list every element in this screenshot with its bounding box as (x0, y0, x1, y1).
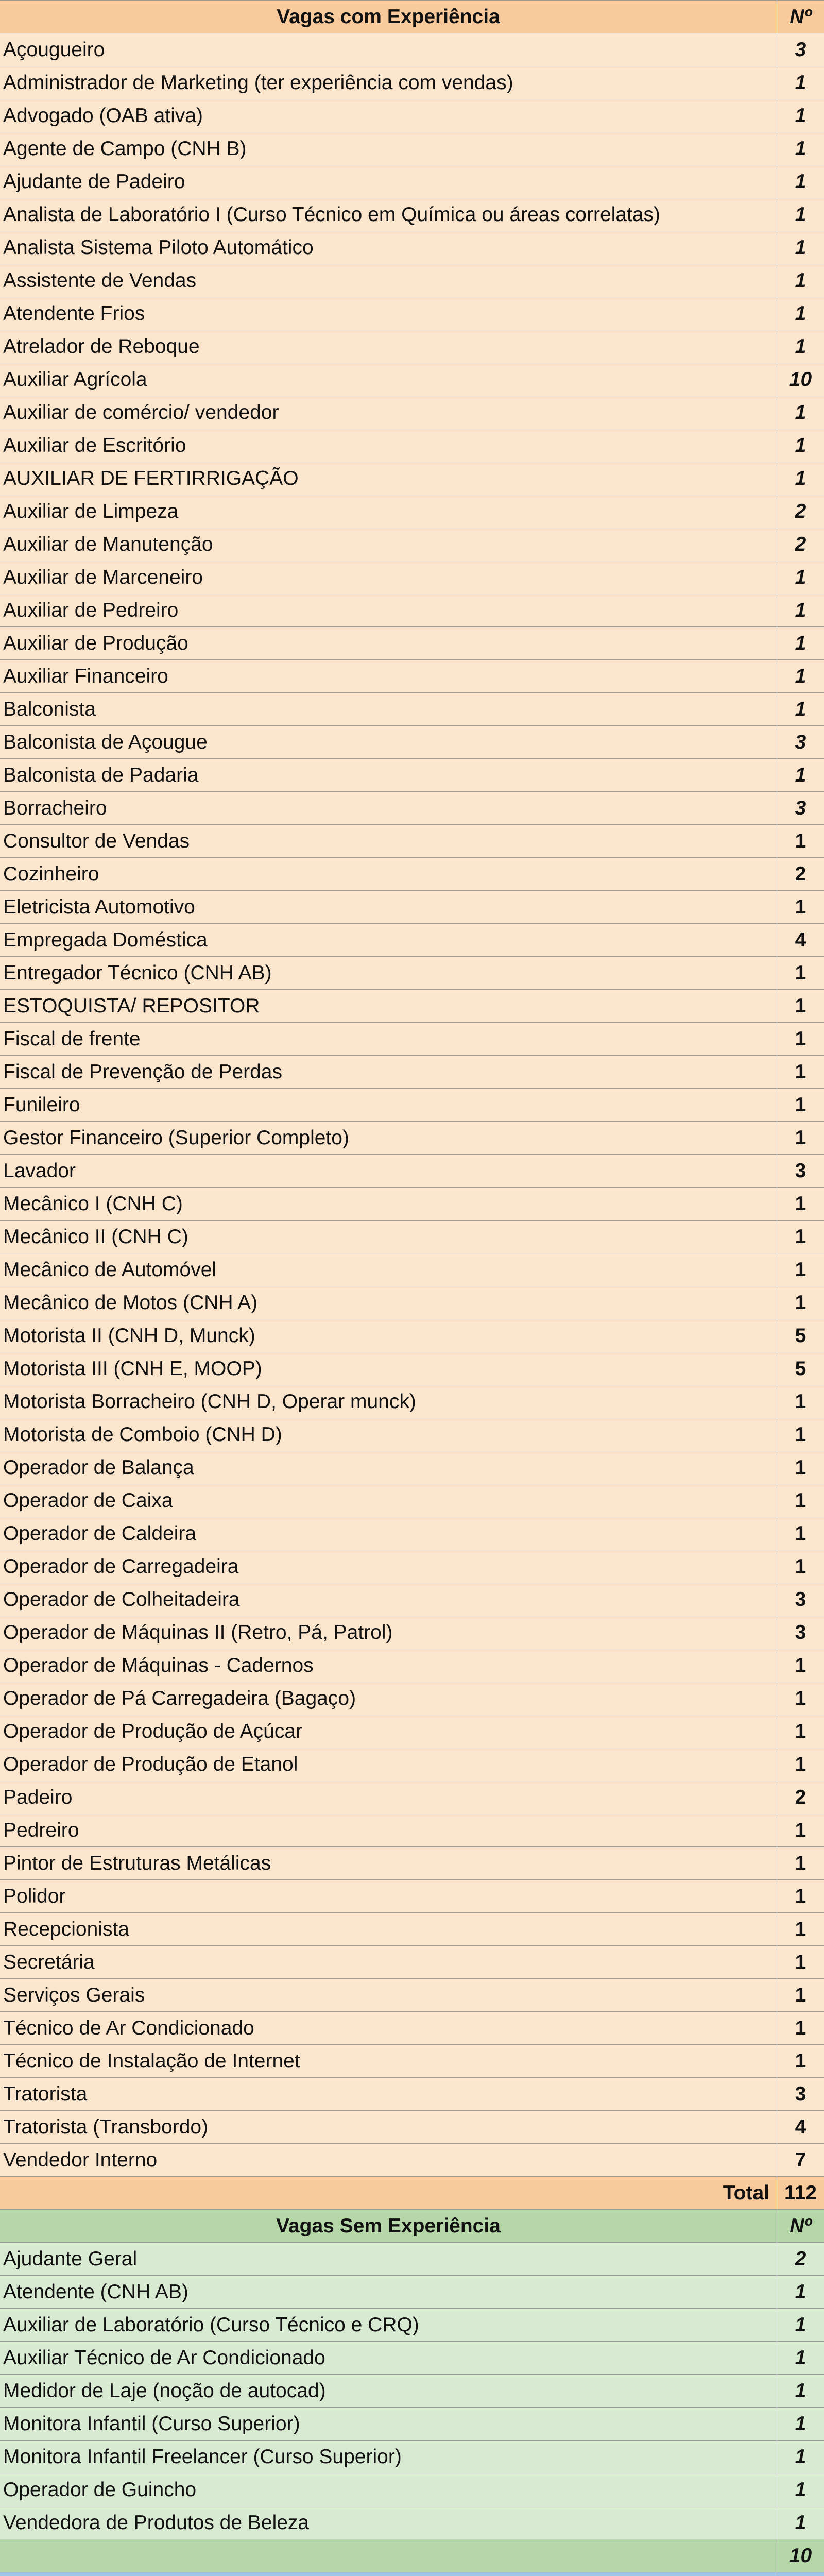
vacancy-count: 1 (795, 1918, 806, 1940)
table-row (0, 2309, 824, 2342)
table-row (0, 990, 824, 1023)
table-row (0, 495, 824, 528)
vacancy-count: 3 (795, 1588, 806, 1611)
table-row (0, 198, 824, 231)
section-header (0, 2210, 824, 2243)
job-title: Motorista II (CNH D, Munck) (0, 1319, 777, 1352)
job-title: Atrelador de Reboque (0, 330, 777, 363)
job-title: Operador de Caldeira (0, 1517, 777, 1550)
vacancy-count: 1 (795, 203, 806, 226)
table-row (0, 1286, 824, 1319)
job-title: Consultor de Vendas (0, 825, 777, 857)
table-row (0, 792, 824, 825)
vacancy-count: 1 (795, 1555, 806, 1578)
table-row (0, 1913, 824, 1946)
table-row (0, 33, 824, 66)
job-title: Auxiliar de Marceneiro (0, 561, 777, 594)
vacancy-count: 1 (795, 1423, 806, 1446)
vacancy-count: 3 (795, 38, 806, 61)
table-row (0, 1847, 824, 1880)
vacancy-count: 1 (795, 1984, 806, 2006)
table-row (0, 726, 824, 759)
job-title: Motorista Borracheiro (CNH D, Operar munck) (0, 1385, 777, 1418)
vacancy-count: 1 (795, 566, 806, 588)
table-row (0, 1155, 824, 1188)
job-title: Gestor Financeiro (Superior Completo) (0, 1122, 777, 1154)
job-title: Analista Sistema Piloto Automático (0, 231, 777, 264)
job-title: Auxiliar Financeiro (0, 660, 777, 692)
table-row (0, 231, 824, 264)
job-title: Auxiliar de Pedreiro (0, 594, 777, 626)
job-title: Funileiro (0, 1089, 777, 1121)
job-title: Monitora Infantil (Curso Superior) (0, 2408, 777, 2440)
job-title: Motorista de Comboio (CNH D) (0, 1418, 777, 1451)
vacancy-count: 1 (795, 1687, 806, 1709)
vacancy-count: 1 (795, 236, 806, 259)
table-row (0, 1089, 824, 1122)
vacancy-count: 1 (795, 2049, 806, 2072)
table-row (0, 2276, 824, 2309)
total-row (0, 2539, 824, 2572)
table-row (0, 2408, 824, 2441)
job-title: Operador de Balança (0, 1451, 777, 1484)
table-row (0, 1616, 824, 1649)
vacancy-count: 5 (795, 1357, 806, 1380)
section-exp (0, 1, 824, 2210)
table-row (0, 1451, 824, 1484)
table-row (0, 528, 824, 561)
table-row (0, 2473, 824, 2506)
job-title: Auxiliar de Escritório (0, 429, 777, 462)
job-title: Fiscal de frente (0, 1023, 777, 1055)
vacancy-count: 4 (795, 2115, 806, 2138)
table-row (0, 1748, 824, 1781)
vacancy-count: 1 (795, 1192, 806, 1215)
vacancy-count: 1 (795, 764, 806, 786)
vacancy-count: 1 (795, 599, 806, 621)
table-row (0, 594, 824, 627)
job-title: Empregada Doméstica (0, 924, 777, 956)
vacancy-count: 1 (795, 1819, 806, 1841)
job-title: Operador de Máquinas - Cadernos (0, 1649, 777, 1682)
vacancy-count: 1 (795, 1951, 806, 1973)
table-row (0, 1880, 824, 1913)
section-title: Vagas com Experiência (0, 1, 777, 33)
job-title: Auxiliar de comércio/ vendedor (0, 396, 777, 429)
table-row (0, 825, 824, 858)
table-row (0, 1484, 824, 1517)
job-title: Serviços Gerais (0, 1979, 777, 2011)
job-title: Eletricista Automotivo (0, 891, 777, 923)
job-title: Auxiliar de Laboratório (Curso Técnico e CRQ) (0, 2309, 777, 2341)
vacancy-count: 2 (795, 862, 806, 885)
job-title: Auxiliar Técnico de Ar Condicionado (0, 2342, 777, 2374)
table-row (0, 462, 824, 495)
job-title: Operador de Guincho (0, 2473, 777, 2506)
table-row (0, 759, 824, 792)
count-column-header (777, 2572, 824, 2576)
vacancy-count: 1 (795, 1489, 806, 1512)
job-title: Agente de Campo (CNH B) (0, 132, 777, 165)
table-row (0, 891, 824, 924)
vacancy-count: 3 (795, 2082, 806, 2105)
table-row (0, 2144, 824, 2177)
table-row (0, 132, 824, 165)
job-title: Técnico de Instalação de Internet (0, 2045, 777, 2077)
job-title: Assistente de Vendas (0, 264, 777, 297)
job-title: Operador de Máquinas II (Retro, Pá, Patrol) (0, 1616, 777, 1649)
vacancy-count: 1 (795, 467, 806, 489)
job-title: Monitora Infantil Freelancer (Curso Superior) (0, 2441, 777, 2473)
table-row (0, 429, 824, 462)
vacancy-count: 3 (795, 731, 806, 753)
job-title: Medidor de Laje (noção de autocad) (0, 2375, 777, 2407)
table-row (0, 1781, 824, 1814)
vacancy-count: 1 (795, 2346, 806, 2369)
vacancy-count: 1 (795, 698, 806, 720)
table-row (0, 561, 824, 594)
table-row (0, 1253, 824, 1286)
vacancy-count: 1 (795, 1654, 806, 1676)
table-row (0, 693, 824, 726)
job-title: Ajudante Geral (0, 2243, 777, 2275)
vacancy-count: 1 (795, 1060, 806, 1083)
total-value: 10 (789, 2544, 812, 2567)
job-title: Vendedor Interno (0, 2144, 777, 2176)
job-title: AUXILIAR DE FERTIRRIGAÇÃO (0, 462, 777, 495)
vacancy-count: 1 (795, 1456, 806, 1479)
job-title: Auxiliar de Manutenção (0, 528, 777, 561)
vacancy-count: 1 (795, 1390, 806, 1413)
job-title: Analista de Laboratório I (Curso Técnico em Química ou áreas correlatas) (0, 198, 777, 231)
job-title: Operador de Produção de Etanol (0, 1748, 777, 1781)
job-title: ESTOQUISTA/ REPOSITOR (0, 990, 777, 1022)
count-column-header: Nº (789, 2214, 812, 2237)
job-title: Motorista III (CNH E, MOOP) (0, 1352, 777, 1385)
vacancy-count: 1 (795, 269, 806, 292)
table-row (0, 2012, 824, 2045)
table-row (0, 1385, 824, 1418)
vacancy-count: 3 (795, 796, 806, 819)
total-label (0, 2539, 777, 2572)
vacancy-count: 1 (795, 2412, 806, 2435)
table-row (0, 2243, 824, 2276)
table-row (0, 1221, 824, 1253)
job-title: Mecânico I (CNH C) (0, 1188, 777, 1220)
vacancy-count: 10 (789, 368, 812, 391)
table-row (0, 957, 824, 990)
job-title: Operador de Pá Carregadeira (Bagaço) (0, 1682, 777, 1715)
table-row (0, 99, 824, 132)
job-title: Cozinheiro (0, 858, 777, 890)
table-row (0, 1188, 824, 1221)
vacancy-count: 1 (795, 71, 806, 94)
job-title: Ajudante de Padeiro (0, 165, 777, 198)
job-title: Pintor de Estruturas Metálicas (0, 1847, 777, 1879)
job-title: Auxiliar de Limpeza (0, 495, 777, 528)
vacancy-count: 1 (795, 1852, 806, 1874)
vacancy-count: 1 (795, 632, 806, 654)
vacancy-count: 1 (795, 994, 806, 1017)
job-title: Operador de Colheitadeira (0, 1583, 777, 1616)
vacancy-count: 1 (795, 1027, 806, 1050)
section-title (0, 2572, 777, 2576)
job-title: Vendedora de Produtos de Beleza (0, 2506, 777, 2539)
job-title: Mecânico II (CNH C) (0, 1221, 777, 1253)
vacancy-count: 1 (795, 2280, 806, 2303)
section-header (0, 2572, 824, 2576)
vacancy-count: 1 (795, 1522, 806, 1545)
vacancy-count: 1 (795, 302, 806, 325)
vacancy-count: 1 (795, 2016, 806, 2039)
table-row (0, 1418, 824, 1451)
job-title: Atendente (CNH AB) (0, 2276, 777, 2308)
vacancy-count: 1 (795, 335, 806, 358)
vacancy-count: 2 (795, 533, 806, 555)
job-title: Operador de Produção de Açúcar (0, 1715, 777, 1748)
vacancy-count: 5 (795, 1324, 806, 1347)
table-row (0, 2375, 824, 2408)
table-row (0, 2506, 824, 2539)
table-row (0, 2441, 824, 2473)
table-row (0, 165, 824, 198)
section-jov (0, 2572, 824, 2576)
table-row (0, 297, 824, 330)
table-row (0, 2045, 824, 2078)
job-title: Operador de Caixa (0, 1484, 777, 1517)
job-title: Balconista (0, 693, 777, 725)
total-value: 112 (784, 2181, 817, 2204)
vacancy-count: 2 (795, 1786, 806, 1808)
table-row (0, 1550, 824, 1583)
vacancy-count: 4 (795, 928, 806, 951)
job-title: Borracheiro (0, 792, 777, 824)
table-row (0, 1715, 824, 1748)
job-title: Operador de Carregadeira (0, 1550, 777, 1583)
vacancy-count: 1 (795, 895, 806, 918)
vacancy-count: 1 (795, 2313, 806, 2336)
table-row (0, 330, 824, 363)
section-header (0, 1, 824, 33)
vacancy-count: 1 (795, 665, 806, 687)
job-title: Atendente Frios (0, 297, 777, 330)
vacancy-count: 1 (795, 1753, 806, 1775)
vacancy-count: 1 (795, 137, 806, 160)
table-row (0, 264, 824, 297)
total-row (0, 2177, 824, 2210)
vacancy-count: 1 (795, 170, 806, 193)
table-row (0, 1649, 824, 1682)
job-title: Secretária (0, 1946, 777, 1978)
count-column-header: Nº (789, 5, 812, 28)
table-row (0, 1056, 824, 1089)
job-title: Administrador de Marketing (ter experiência com vendas) (0, 66, 777, 99)
vacancy-count: 1 (795, 1126, 806, 1149)
vacancy-count: 1 (795, 961, 806, 984)
job-title: Balconista de Padaria (0, 759, 777, 791)
vacancy-count: 1 (795, 829, 806, 852)
job-title: Tratorista (0, 2078, 777, 2110)
vacancy-count: 1 (795, 1258, 806, 1281)
table-row (0, 2342, 824, 2375)
job-title: Fiscal de Prevenção de Perdas (0, 1056, 777, 1088)
table-row (0, 396, 824, 429)
section-sem (0, 2210, 824, 2572)
vacancy-count: 1 (795, 1885, 806, 1907)
table-row (0, 924, 824, 957)
vacancy-count: 1 (795, 1093, 806, 1116)
table-row (0, 858, 824, 891)
job-title: Auxiliar de Produção (0, 627, 777, 659)
job-title: Mecânico de Motos (CNH A) (0, 1286, 777, 1319)
vacancy-count: 1 (795, 2511, 806, 2534)
job-title: Açougueiro (0, 33, 777, 66)
job-title: Pedreiro (0, 1814, 777, 1846)
vacancy-count: 1 (795, 1720, 806, 1742)
table-row (0, 1023, 824, 1056)
table-row (0, 2111, 824, 2144)
table-row (0, 1583, 824, 1616)
vacancy-count: 2 (795, 500, 806, 522)
vacancy-count: 1 (795, 104, 806, 127)
table-row (0, 363, 824, 396)
table-row (0, 1814, 824, 1847)
vacancy-count: 1 (795, 2478, 806, 2501)
table-row (0, 627, 824, 660)
vacancy-count: 3 (795, 1621, 806, 1643)
job-title: Mecânico de Automóvel (0, 1253, 777, 1286)
table-row (0, 66, 824, 99)
vacancy-count: 1 (795, 434, 806, 456)
table-row (0, 1352, 824, 1385)
job-title: Tratorista (Transbordo) (0, 2111, 777, 2143)
table-row (0, 2078, 824, 2111)
table-row (0, 1319, 824, 1352)
table-row (0, 1946, 824, 1979)
vacancy-count: 1 (795, 1225, 806, 1248)
vacancy-count: 1 (795, 2379, 806, 2402)
table-row (0, 1682, 824, 1715)
job-title: Entregador Técnico (CNH AB) (0, 957, 777, 989)
job-title: Balconista de Açougue (0, 726, 777, 758)
job-title: Recepcionista (0, 1913, 777, 1945)
table-row (0, 660, 824, 693)
table-row (0, 1979, 824, 2012)
job-title: Técnico de Ar Condicionado (0, 2012, 777, 2044)
job-title: Auxiliar Agrícola (0, 363, 777, 396)
vacancy-count: 2 (795, 2247, 806, 2270)
table-row (0, 1517, 824, 1550)
job-title: Padeiro (0, 1781, 777, 1814)
vacancy-count: 7 (795, 2148, 806, 2171)
vacancy-count: 1 (795, 2445, 806, 2468)
section-title: Vagas Sem Experiência (0, 2210, 777, 2242)
vacancy-count: 1 (795, 1291, 806, 1314)
vacancy-count: 1 (795, 401, 806, 423)
job-title: Polidor (0, 1880, 777, 1912)
vacancy-count: 3 (795, 1159, 806, 1182)
job-title: Advogado (OAB ativa) (0, 99, 777, 132)
job-title: Lavador (0, 1155, 777, 1187)
table-row (0, 1122, 824, 1155)
total-label: Total (0, 2177, 777, 2209)
